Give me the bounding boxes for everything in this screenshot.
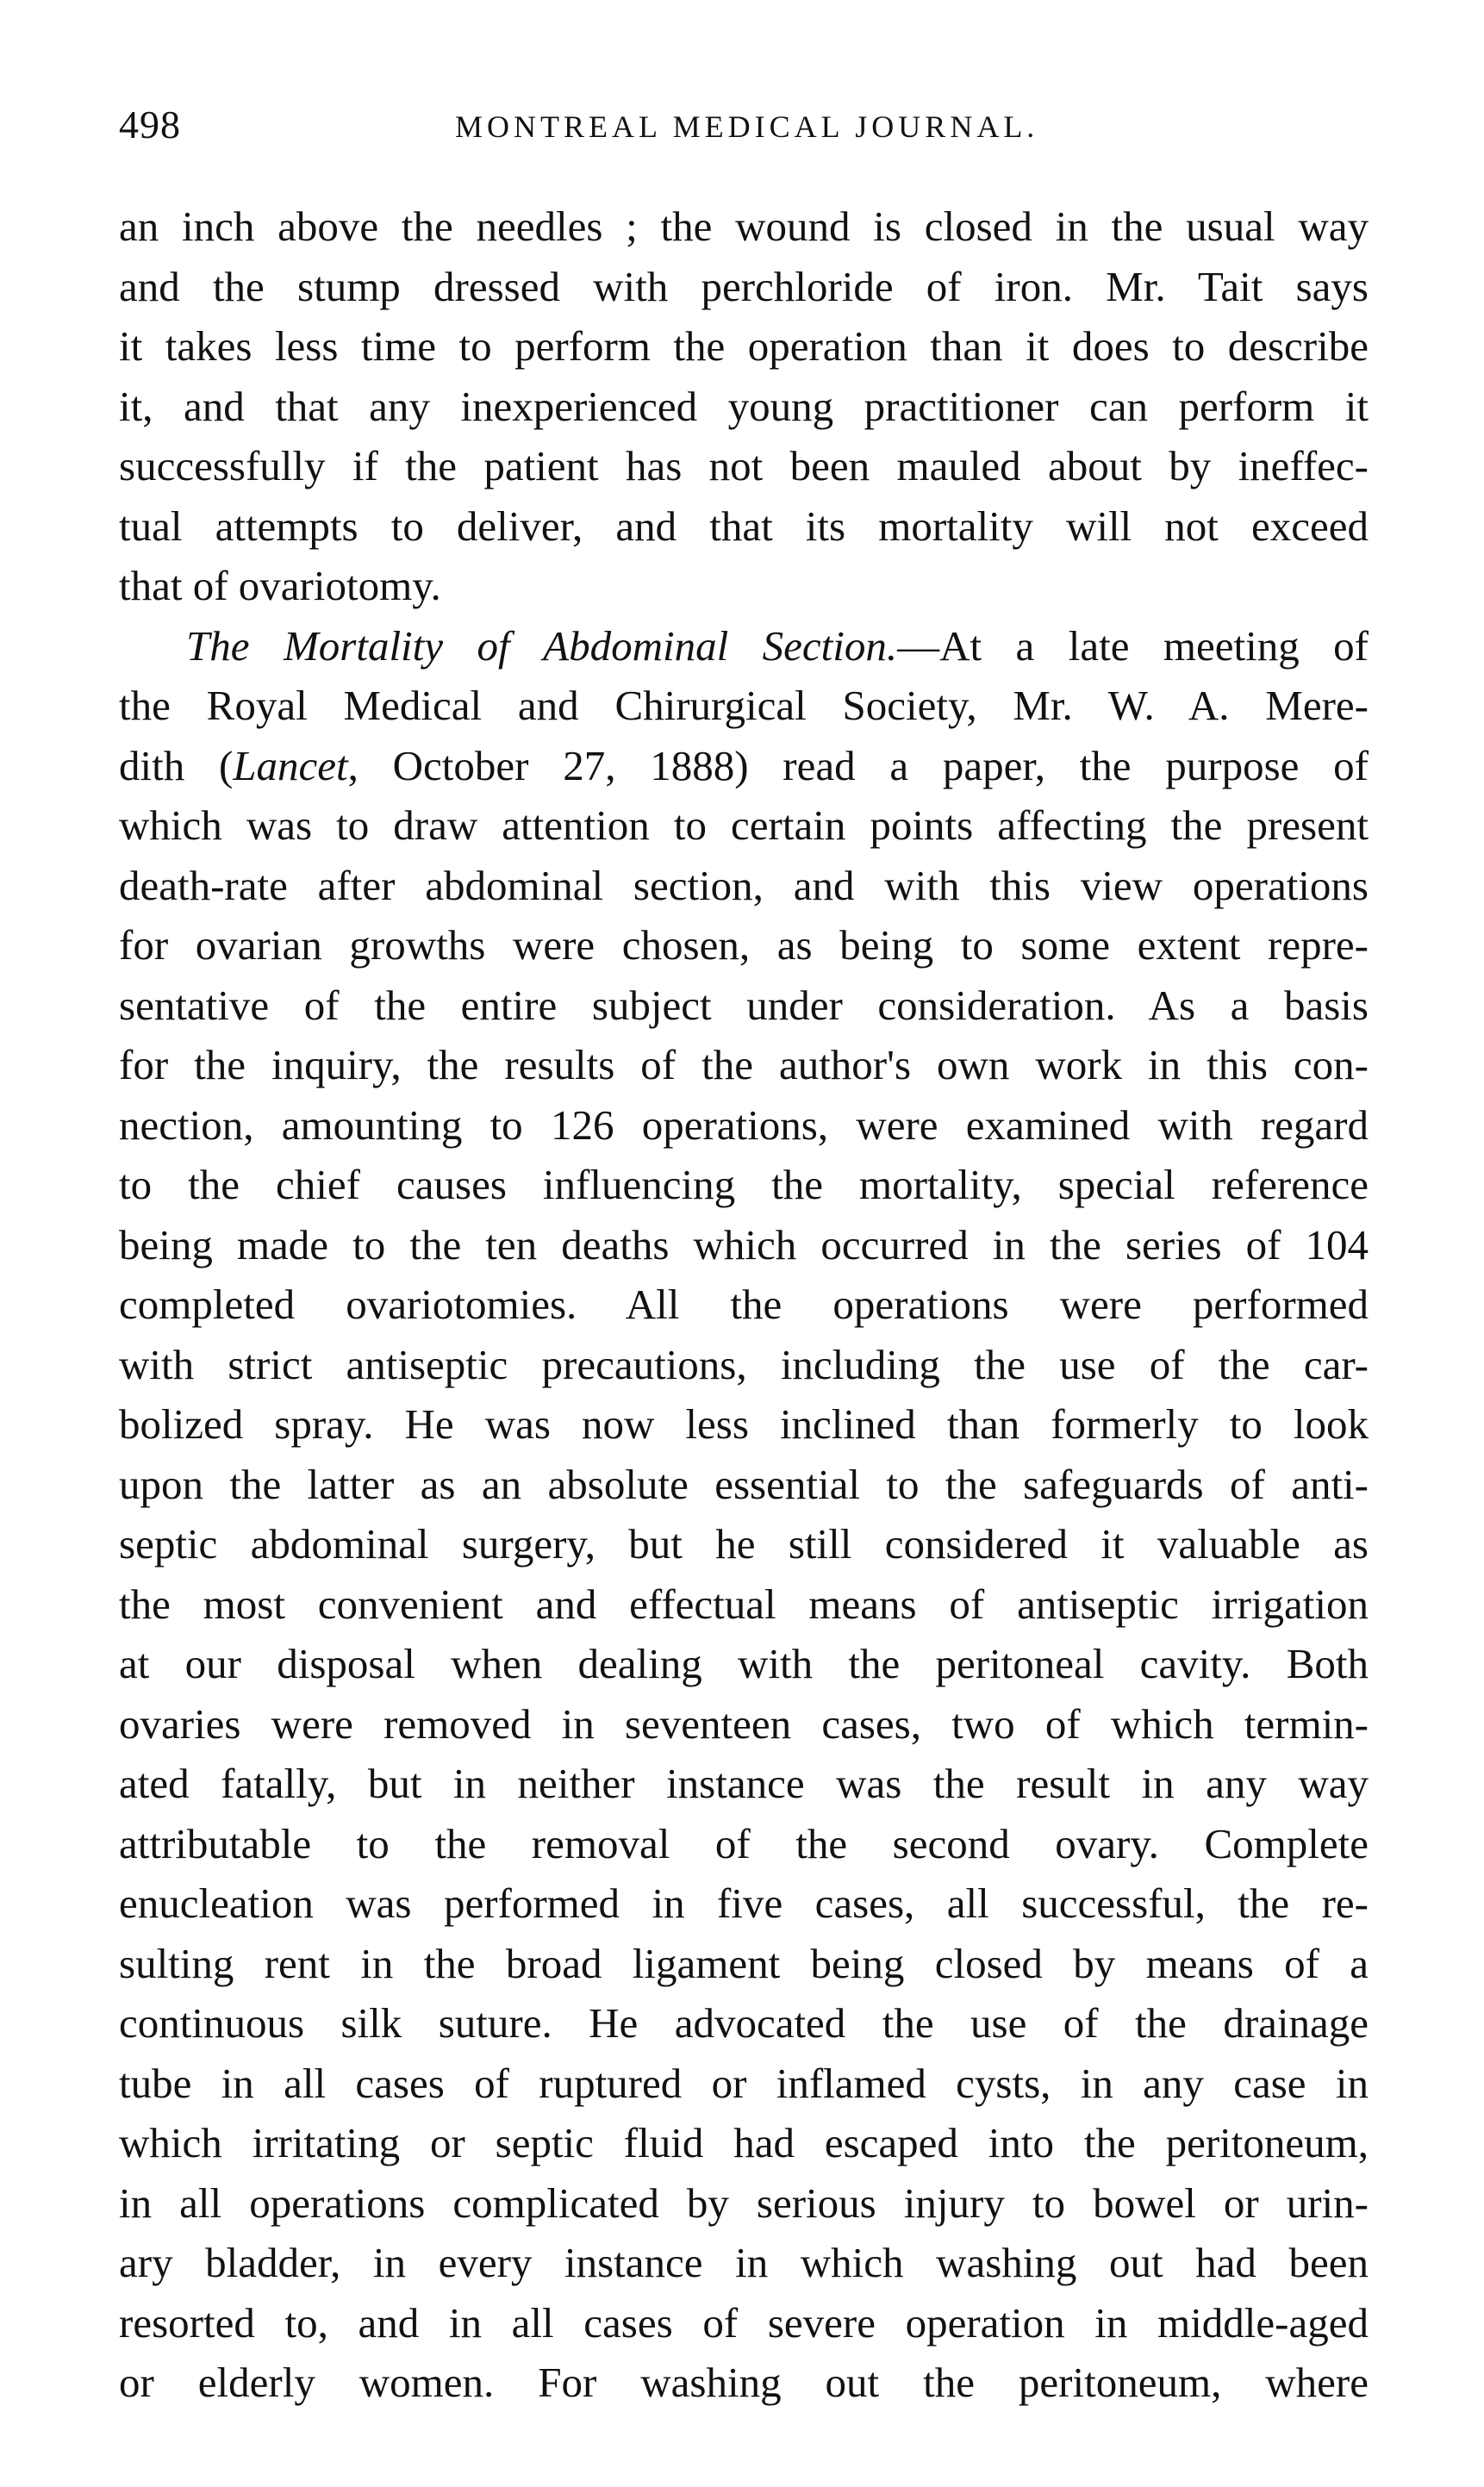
- text-line: [119, 975, 1369, 1036]
- text-segment: for ovarian growths were chosen, as being to some extent repre-: [119, 921, 1369, 969]
- text-line: [119, 1754, 1369, 1814]
- text-line: [119, 316, 1369, 377]
- text-line: [119, 1993, 1369, 2054]
- text-segment: in all operations complicated by serious injury to bowel or urin-: [119, 2178, 1369, 2227]
- italic-text-segment: The Mortality of Abdominal Section.: [186, 621, 898, 670]
- page-number: 498: [119, 103, 181, 146]
- body-text: [119, 196, 1369, 2413]
- text-segment: completed ovariotomies. All the operations were performed: [119, 1281, 1369, 1328]
- text-line: [119, 736, 1369, 796]
- text-line: [119, 1095, 1369, 1156]
- text-segment: death-rate after abdominal section, and with this view operations: [119, 861, 1369, 909]
- text-line: [119, 1694, 1369, 1755]
- text-segment: resorted to, and in all cases of severe operation in middle-aged: [119, 2298, 1369, 2347]
- text-line: [119, 1215, 1369, 1275]
- text-segment: continuous silk suture. He advocated the use of the drainage: [119, 1999, 1369, 2047]
- text-line: [119, 556, 1369, 616]
- text-segment: ovaries were removed in seventeen cases, two of which termin-: [119, 1699, 1369, 1748]
- text-segment: sentative of the entire subject under consideration. As a basis: [119, 981, 1369, 1029]
- text-line: [119, 2233, 1369, 2293]
- text-line: [119, 1275, 1369, 1335]
- text-line: [119, 1155, 1369, 1215]
- text-line: [119, 1394, 1369, 1455]
- text-segment: and the stump dressed with perchloride of iron. Mr. Tait says: [119, 262, 1369, 310]
- text-line: [119, 2293, 1369, 2353]
- text-segment: attributable to the removal of the second ovary. Complete: [119, 1819, 1369, 1867]
- text-segment: the most convenient and effectual means of antiseptic irrigation: [119, 1580, 1369, 1628]
- italic-text-segment: Lancet: [233, 741, 348, 789]
- text-line: [119, 1335, 1369, 1395]
- text-line: [119, 795, 1369, 856]
- text-segment: —At a late meeting of: [897, 621, 1369, 670]
- text-segment: it takes less time to perform the operation than it does to describe: [119, 322, 1369, 370]
- text-segment: , October 27, 1888) read a paper, the purpose of: [347, 741, 1369, 789]
- text-segment: it, and that any inexperienced young practitioner can perform it: [119, 382, 1369, 430]
- text-line: [119, 676, 1369, 736]
- text-line: [119, 856, 1369, 916]
- text-line: [119, 377, 1369, 437]
- text-line: [119, 1873, 1369, 1934]
- text-segment: nection, amounting to 126 operations, were examined with regard: [119, 1100, 1369, 1149]
- text-segment: the Royal Medical and Chirurgical Society, Mr. W. A. Mere-: [119, 682, 1369, 729]
- text-segment: sulting rent in the broad ligament being closed by means of a: [119, 1939, 1369, 1987]
- text-line: [119, 1814, 1369, 1874]
- text-segment: upon the latter as an absolute essential to the safeguards of anti-: [119, 1460, 1369, 1508]
- text-line: [119, 257, 1369, 317]
- text-line: [119, 616, 1369, 676]
- text-segment: septic abdominal surgery, but he still considered it valuable as: [119, 1520, 1369, 1568]
- text-line: [119, 1634, 1369, 1694]
- text-line: [119, 1574, 1369, 1635]
- text-line: [119, 2113, 1369, 2173]
- text-segment: for the inquiry, the results of the author's own work in this con-: [119, 1041, 1369, 1088]
- text-segment: ated fatally, but in neither instance was the result in any way: [119, 1760, 1369, 1807]
- text-line: [119, 496, 1369, 557]
- text-line: [119, 1035, 1369, 1095]
- text-line: [119, 2054, 1369, 2114]
- text-line: [119, 1934, 1369, 1994]
- page-header: [119, 102, 1377, 153]
- text-segment: ary bladder, in every instance in which washing out had been: [119, 2239, 1369, 2286]
- text-segment: that of ovariotomy.: [119, 562, 441, 609]
- text-segment: an inch above the needles ; the wound is closed in the usual way: [119, 203, 1369, 250]
- text-segment: at our disposal when dealing with the peritoneal cavity. Both: [119, 1640, 1369, 1687]
- text-segment: being made to the ten deaths which occurred in the series of 104: [119, 1220, 1369, 1268]
- text-segment: to the chief causes influencing the mortality, special reference: [119, 1161, 1369, 1208]
- text-segment: bolized spray. He was now less inclined than formerly to look: [119, 1400, 1369, 1448]
- text-line: [119, 2353, 1369, 2413]
- text-segment: or elderly women. For washing out the peritoneum, where: [119, 2359, 1369, 2406]
- text-line: [119, 436, 1369, 496]
- text-line: [119, 915, 1369, 975]
- text-segment: tube in all cases of ruptured or inflamed cysts, in any case in: [119, 2059, 1369, 2107]
- text-line: [119, 1514, 1369, 1574]
- text-line: [119, 2173, 1369, 2234]
- text-segment: dith (: [119, 741, 234, 789]
- text-segment: tual attempts to deliver, and that its mortality will not exceed: [119, 502, 1369, 550]
- text-line: [119, 1455, 1369, 1515]
- text-line: [119, 196, 1369, 257]
- text-segment: which was to draw attention to certain points affecting the present: [119, 801, 1369, 849]
- text-segment: with strict antiseptic precautions, including the use of the car-: [119, 1340, 1369, 1388]
- running-head: MONTREAL MEDICAL JOURNAL.: [455, 109, 1039, 144]
- text-segment: which irritating or septic fluid had escaped into the peritoneum,: [119, 2119, 1369, 2166]
- text-segment: successfully if the patient has not been mauled about by ineffec-: [119, 442, 1369, 489]
- text-segment: enucleation was performed in five cases, all successful, the re-: [119, 1879, 1369, 1927]
